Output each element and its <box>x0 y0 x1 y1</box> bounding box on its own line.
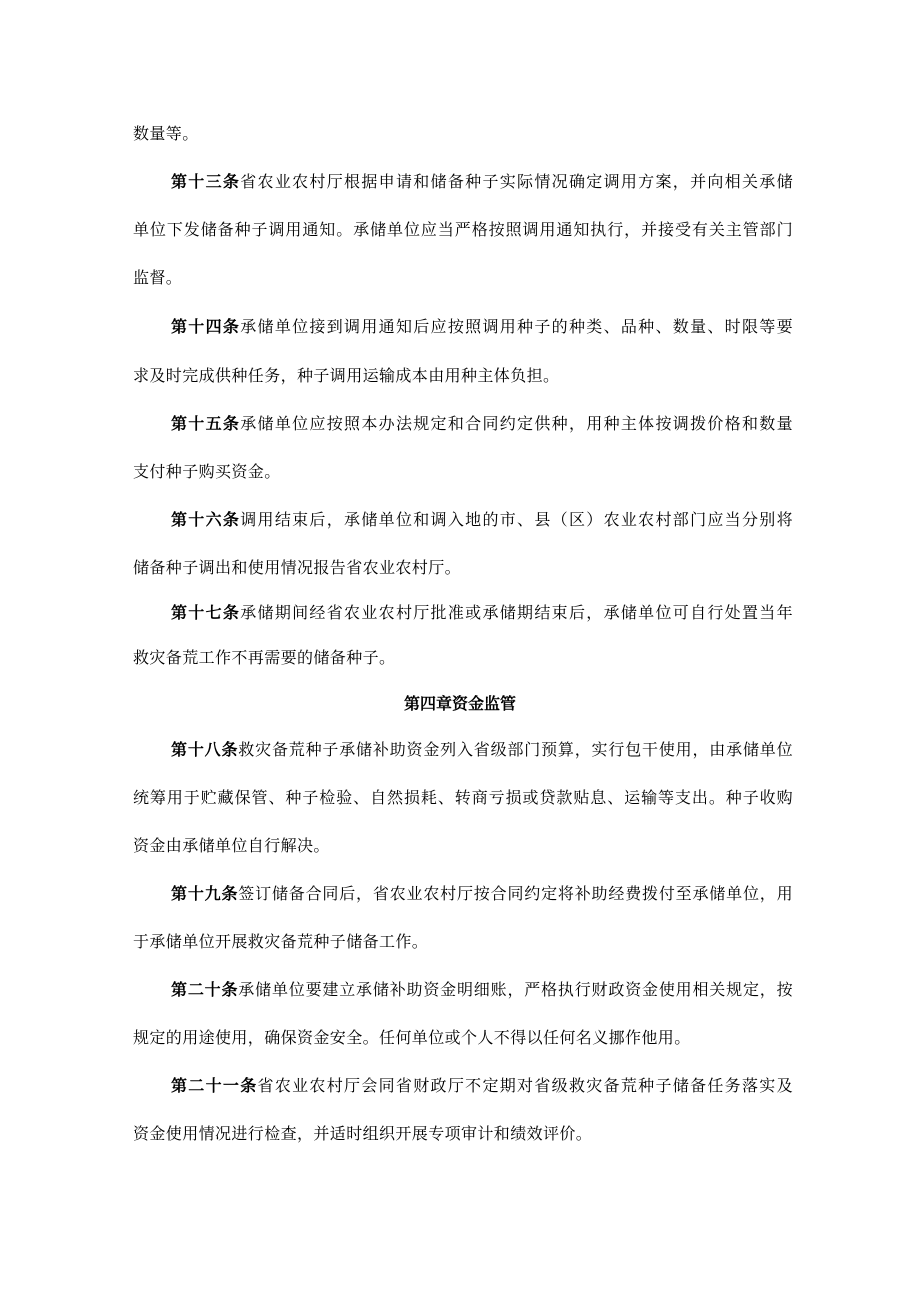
text-line: 统筹用于贮藏保管、种子检验、自然损耗、转商亏损或贷款贴息、运输等支出。种子收购 <box>133 788 793 807</box>
article-number: 第十五条 <box>171 414 241 433</box>
text-line: 规定的用途使用，确保资金安全。任何单位或个人不得以任何名义挪作他用。 <box>133 1028 691 1047</box>
text-line: 资金由承储单位自行解决。 <box>133 836 330 855</box>
article-21: 第二十一条省农业农村厅会同省财政厅不定期对省级救灾备荒种子储备任务落实及 <box>171 1076 793 1095</box>
article-number: 第十六条 <box>171 510 241 529</box>
article-19: 第十九条签订储备合同后，省农业农村厅按合同约定将补助经费拨付至承储单位，用 <box>171 884 793 903</box>
article-20: 第二十条承储单位要建立承储补助资金明细账，严格执行财政资金使用相关规定，按 <box>171 980 793 999</box>
article-number: 第十八条 <box>171 740 239 759</box>
text-line: 监督。 <box>133 268 183 287</box>
chapter-title: 第四章资金监管 <box>403 694 516 713</box>
article-number: 第二十条 <box>171 980 239 999</box>
article-number: 第十九条 <box>171 884 239 903</box>
text-line: 单位下发储备种子调用通知。承储单位应当严格按照调用通知执行，并接受有关主管部门 <box>133 220 793 239</box>
article-number: 第十四条 <box>171 317 241 336</box>
text-line: 求及时完成供种任务，种子调用运输成本由用种主体负担。 <box>133 366 560 385</box>
text-line: 资金使用情况进行检查，并适时组织开展专项审计和绩效评价。 <box>133 1124 593 1143</box>
text-line: 于承储单位开展救灾备荒种子储备工作。 <box>133 932 429 951</box>
article-13: 第十三条省农业农村厅根据申请和储备种子实际情况确定调用方案，并向相关承储 <box>171 172 793 191</box>
article-15: 第十五条承储单位应按照本办法规定和合同约定供种，用种主体按调拨价格和数量 <box>171 414 793 433</box>
article-14: 第十四条承储单位接到调用通知后应按照调用种子的种类、品种、数量、时限等要 <box>171 317 793 336</box>
article-number: 第十七条 <box>171 603 241 622</box>
article-number: 第二十一条 <box>171 1076 258 1095</box>
article-18: 第十八条救灾备荒种子承储补助资金列入省级部门预算，实行包干使用，由承储单位 <box>171 740 793 759</box>
article-number: 第十三条 <box>171 172 241 191</box>
text-line: 支付种子购买资金。 <box>133 462 281 481</box>
text-line: 储备种子调出和使用情况报告省农业农村厅。 <box>133 558 462 577</box>
text-line: 数量等。 <box>133 124 199 143</box>
text-line: 救灾备荒工作不再需要的储备种子。 <box>133 648 396 667</box>
article-16: 第十六条调用结束后，承储单位和调入地的市、县（区）农业农村部门应当分别将 <box>171 510 793 529</box>
article-17: 第十七条承储期间经省农业农村厅批准或承储期结束后，承储单位可自行处置当年 <box>171 603 793 622</box>
